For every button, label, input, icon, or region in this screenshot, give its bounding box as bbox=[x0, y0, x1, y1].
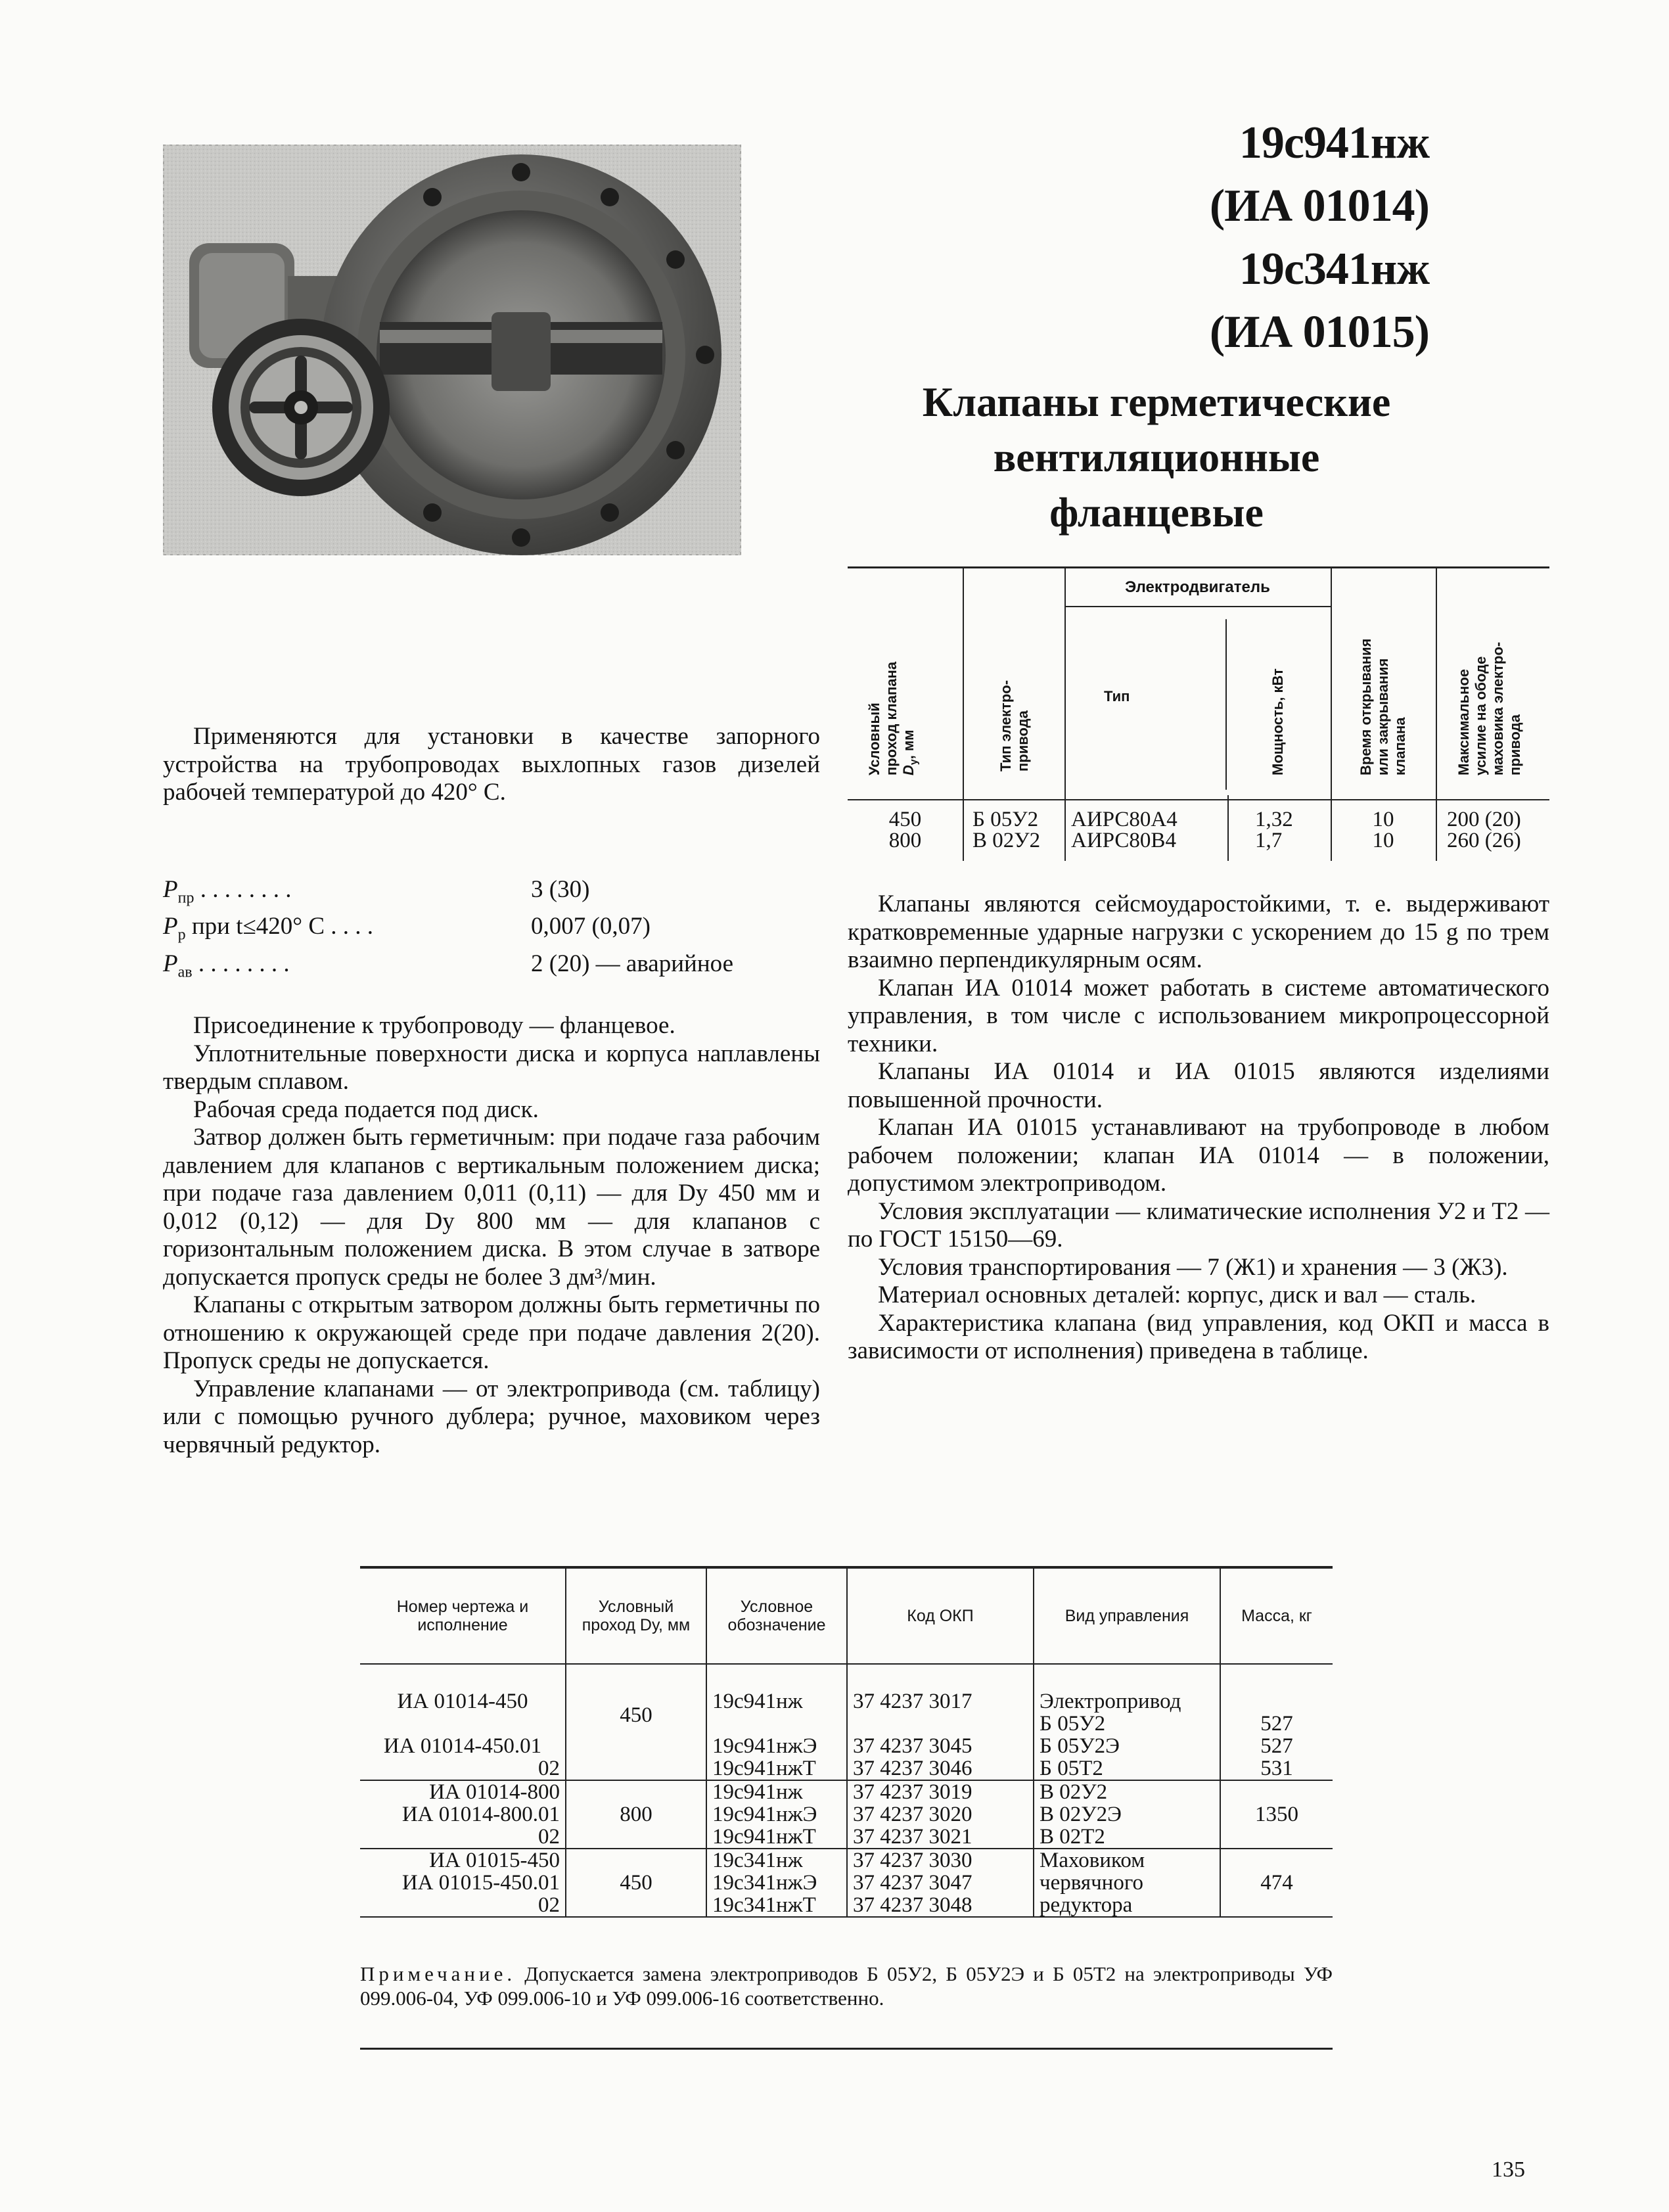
pressure-row: $P_{пр}$ . . . . . . . . 3 (30) bbox=[163, 876, 590, 907]
table-row: 02 19с341нжТ 37 4237 3048 редуктора bbox=[360, 1894, 1333, 1917]
paragraph: Клапаны ИА 01014 и ИА 01015 являются изделиями повышенной прочности. bbox=[848, 1058, 1549, 1113]
title-line: Клапаны герметические bbox=[922, 379, 1391, 425]
paragraph: Рабочая среда подается под диск. bbox=[193, 1095, 539, 1123]
model-designations bbox=[969, 112, 1429, 364]
model-line: (ИА 01015) bbox=[1209, 307, 1429, 357]
paragraph: Клапан ИА 01015 устанавливают на трубопроводе в любом рабочем положении; клапан ИА 01014 — в положении, допустимом электроприводом. bbox=[848, 1114, 1549, 1197]
header-motor-type: Тип bbox=[1104, 688, 1130, 704]
valve-spec-table bbox=[360, 1566, 1333, 1918]
motor-group-header: Электродвигатель bbox=[1125, 578, 1270, 596]
header-force: Максимальное усилие на ободе маховика электро- привода bbox=[1455, 641, 1523, 775]
col-header: Масса, кг bbox=[1220, 1567, 1333, 1664]
table-row: ИА 01014-800 800 19с941нж 37 4237 3019 В 02У2 1350 bbox=[360, 1780, 1333, 1803]
paragraph: Условия эксплуатации — климатические исполнения У2 и Т2 — по ГОСТ 15150—69. bbox=[848, 1197, 1549, 1253]
table-header-row bbox=[360, 1567, 1333, 1664]
paragraph: Условия транспортирования — 7 (Ж1) и хранения — 3 (Ж3). bbox=[878, 1253, 1508, 1281]
paragraph: Затвор должен быть герметичным: при подаче газа рабочим давлением для клапанов с вертикальным положением диска; при подаче газа давлением 0,011 (0,11) — для Dу 450 мм и 0,012 (0,12) — для Dу 800 мм — для клапанов с горизонтальным положением диска. В этом случае в затворе допускается пропуск среды не более 3 дм³/мин. bbox=[163, 1124, 820, 1291]
pressure-row: $P_р$ при t≤420° С . . . . 0,007 (0,07) bbox=[163, 913, 651, 944]
header-power: Мощность, кВт bbox=[1269, 668, 1286, 775]
col-header: Условное обозначение bbox=[706, 1567, 847, 1664]
page-number: 135 bbox=[1492, 2157, 1525, 2182]
paragraph: Характеристика клапана (вид управления, код ОКП и масса в зависимости от исполнения) приведена в таблице. bbox=[848, 1309, 1549, 1364]
note-text: Допускается замена электроприводов Б 05У2, Б 05У2Э и Б 05Т2 на электроприводы УФ 099.006-04, УФ 099.006-10 и УФ 099.006-16 соответственно. bbox=[360, 1962, 1333, 2010]
col-header: Код ОКП bbox=[847, 1567, 1034, 1664]
note-label: Примечание. bbox=[360, 1962, 516, 1985]
table-row: ИА 01014-450.01 19с941нжЭ 37 4237 3045 Б 05У2Э 527 bbox=[360, 1735, 1333, 1757]
table-row: ИА 01014-450 450 19с941нж 37 4237 3017 Электропривод bbox=[360, 1690, 1333, 1713]
paragraph: Уплотнительные поверхности диска и корпуса наплавлены твердым сплавом. bbox=[163, 1040, 820, 1095]
paragraph: Клапан ИА 01014 может работать в системе автоматического управления, в том числе с использованием микропроцессорной техники. bbox=[848, 974, 1549, 1057]
table-row: Б 05У2 527 bbox=[360, 1713, 1333, 1735]
model-line: (ИА 01014) bbox=[1209, 181, 1429, 231]
intro-paragraph: Применяются для установки в качестве запорного устройства на трубопроводах выхлопных газов дизелей рабочей температурой до 420° С. bbox=[163, 723, 820, 806]
paragraph: Управление клапанами — от электропривода (см. таблицу) или с помощью ручного дублера; ручное, маховиком через червячный редуктор. bbox=[163, 1375, 820, 1458]
model-line: 19с941нж bbox=[1239, 118, 1429, 168]
table-row: ИА 01015-450.01 19с341нжЭ 37 4237 3047 червячного bbox=[360, 1872, 1333, 1894]
header-drive-type: Тип электро- привода bbox=[997, 680, 1031, 772]
pressure-row: $P_{ав}$ . . . . . . . . 2 (20) — аварийное bbox=[163, 950, 733, 981]
pressure-list bbox=[163, 875, 820, 986]
divider bbox=[360, 2048, 1333, 2050]
header-time: Время открывания или закрывания клапана bbox=[1358, 638, 1408, 775]
paragraph: Материал основных деталей: корпус, диск и вал — сталь. bbox=[878, 1281, 1476, 1308]
right-column-text bbox=[848, 890, 1549, 1366]
col-header: Условный проход Dу, мм bbox=[566, 1567, 706, 1664]
title-line: вентиляционные bbox=[993, 434, 1320, 480]
motor-table: Электродвигатель Условный проход клапана $D_у$, мм Тип электро- привода Тип Мощность, кВт Время открывания или закрывания клапана Максимальное усилие на ободе маховика электро- привода 450 Б 05У2 АИРС80А4 1,32 10 200 (20) 800 В 02У2 АИРС80В4 1,7 10 260 (26) bbox=[848, 566, 1549, 861]
table-note bbox=[360, 1962, 1333, 2010]
title-line: фланцевые bbox=[1049, 489, 1264, 536]
left-column-text bbox=[163, 1012, 820, 1459]
table-row: 02 19с941нжТ 37 4237 3021 В 02Т2 bbox=[360, 1826, 1333, 1849]
table-row: ИА 01014-800.01 19с941нжЭ 37 4237 3020 В 02У2Э bbox=[360, 1803, 1333, 1826]
header-dn: Условный проход клапана $D_у$, мм bbox=[866, 661, 920, 775]
table-row: ИА 01015-450 450 19с341нж 37 4237 3030 Маховиком 474 bbox=[360, 1849, 1333, 1872]
paragraph: Присоединение к трубопроводу — фланцевое. bbox=[193, 1012, 675, 1039]
butterfly-valve-photo bbox=[163, 145, 741, 555]
col-header: Номер чертежа и исполнение bbox=[396, 1598, 529, 1634]
paragraph: Клапаны являются сейсмоударостойкими, т. е. выдерживают кратковременные ударные нагрузки с ускорением до 15 g по трем взаимно перпендикулярным осям. bbox=[848, 890, 1549, 973]
table-row: 02 19с941нжТ 37 4237 3046 Б 05Т2 531 bbox=[360, 1757, 1333, 1780]
paragraph: Клапаны с открытым затвором должны быть герметичны по отношению к окружающей среде при подаче давления 2(20). Пропуск среды не допускается. bbox=[163, 1291, 820, 1374]
page-title bbox=[848, 375, 1465, 540]
model-line: 19с341нж bbox=[1239, 244, 1429, 294]
col-header: Вид управления bbox=[1034, 1567, 1220, 1664]
